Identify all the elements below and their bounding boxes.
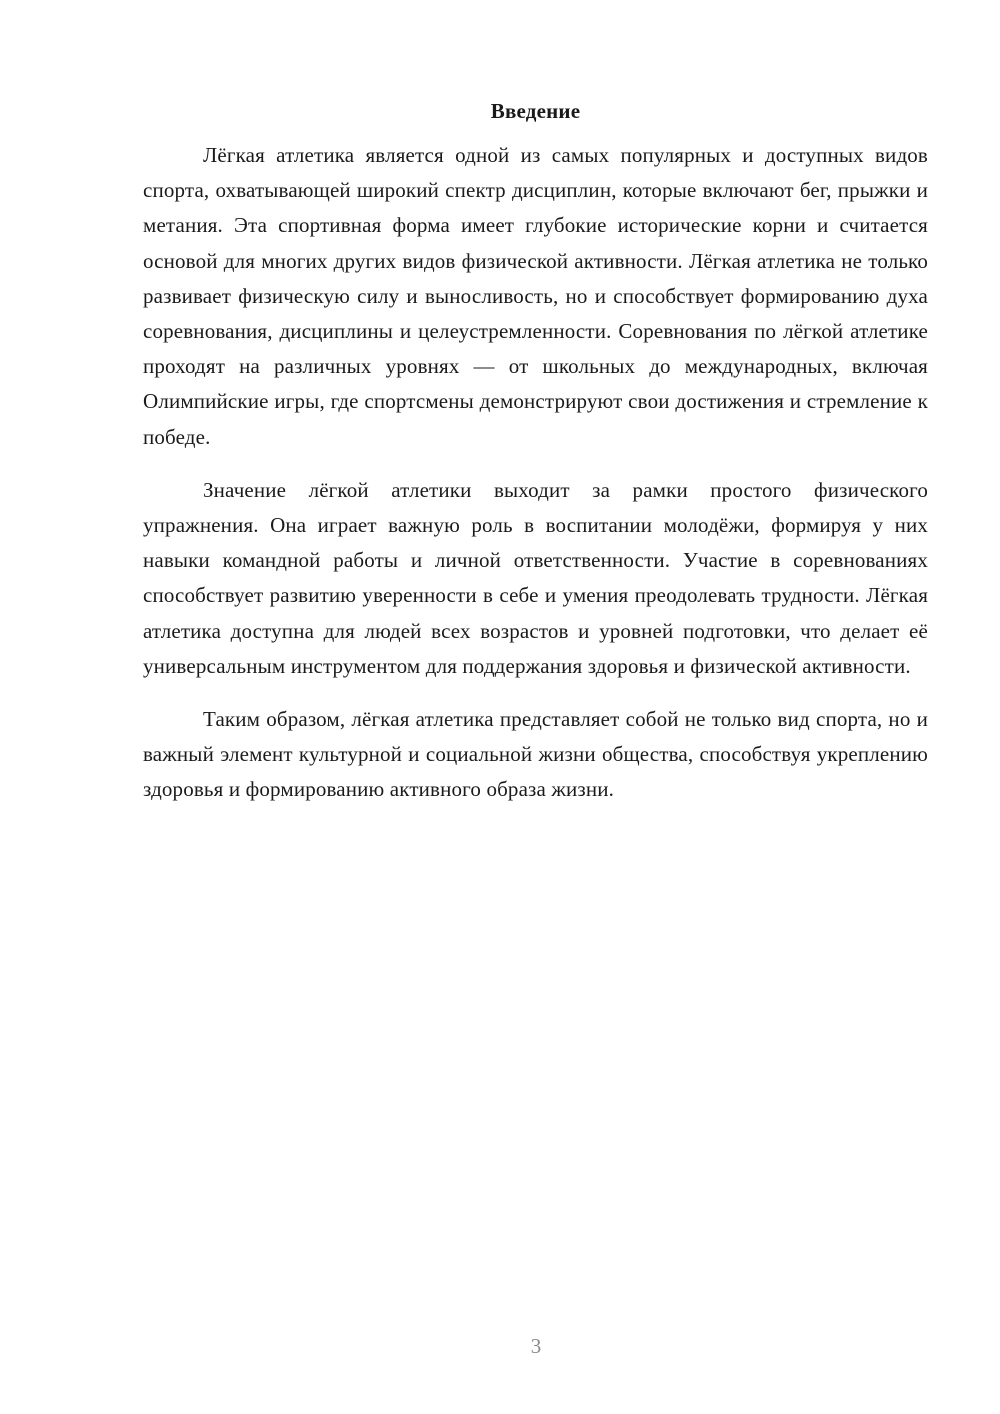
paragraph-conclusion: Таким образом, лёгкая атлетика представляет собой не только вид спорта, но и важный элемент культурной и социальной жизни общества, способствуя укреплению здоровья и формированию активного образа жизни. [143, 707, 928, 802]
paragraph-significance: Значение лёгкой атлетики выходит за рамки простого физического упражнения. Она играет важную роль в воспитании молодёжи, формируя у них навыки командной работы и личной ответственности. Участие в соревнованиях способствует развитию уверенности в себе и умения преодолевать трудности. Лёгкая атлетика доступна для людей всех возрастов и уровней подготовки, что делает её универсальным инструментом для поддержания здоровья и физической активности. [143, 477, 928, 678]
section-heading: Введение [490, 99, 581, 123]
paragraph-intro: Лёгкая атлетика является одной из самых популярных и доступных видов спорта, охватывающей широкий спектр дисциплин, которые включают бег, прыжки и метания. Эта спортивная форма имеет глубокие исторические корни и считается основой для многих других видов физической активности. Лёгкая атлетика не только развивает физическую силу и выносливость, но и способствует формированию духа соревнования, дисциплины и целеустремленности. Соревнования по лёгкой атлетике проходят на различных уровнях — от школьных до международных, включая Олимпийские игры, где спортсмены демонстрируют свои достижения и стремление к победе. [143, 143, 928, 449]
page-content [143, 94, 928, 826]
page-number: 3 [530, 1334, 542, 1358]
